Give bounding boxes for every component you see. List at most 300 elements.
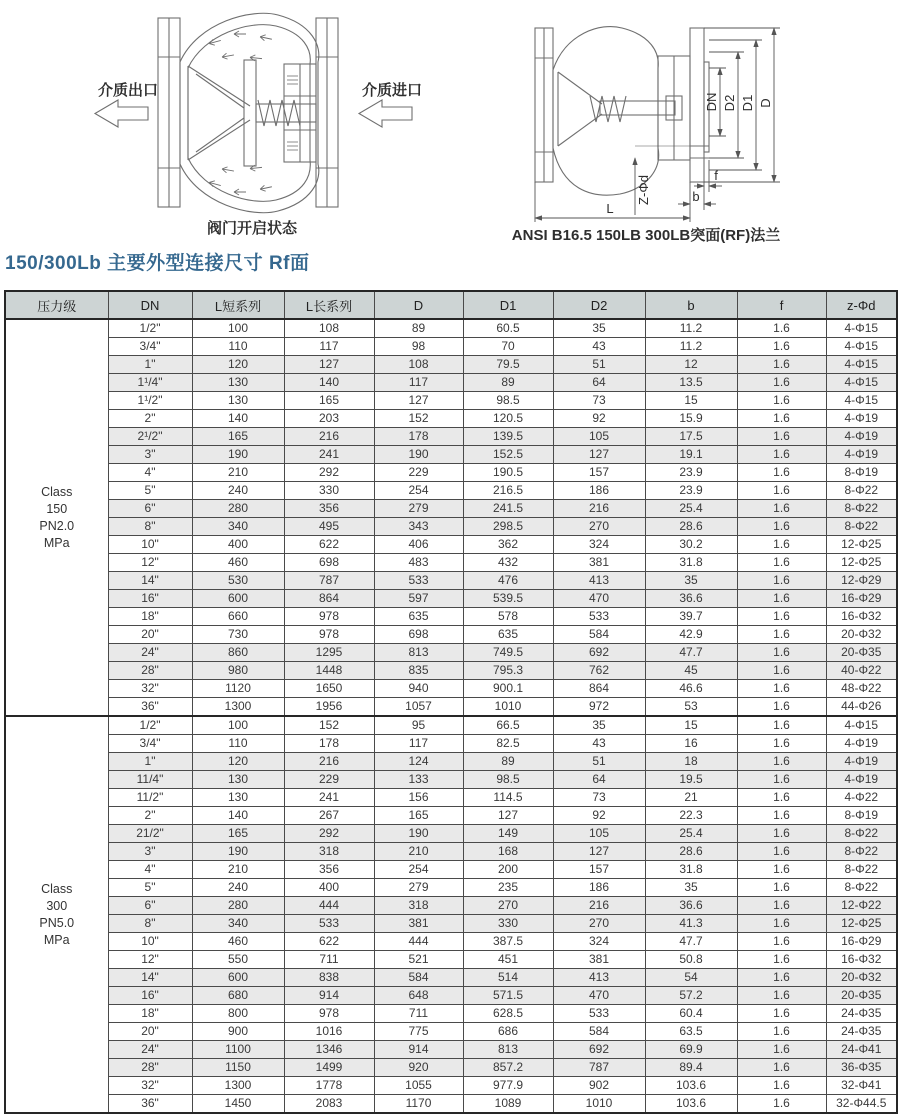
col-header-z-phi-d: z-Φd xyxy=(826,291,897,319)
table-row xyxy=(5,590,897,608)
table-cell: 1/2" xyxy=(108,716,192,735)
table-cell: 21/2" xyxy=(108,825,192,843)
table-cell: 980 xyxy=(192,662,284,680)
table-cell: 1.6 xyxy=(737,987,826,1005)
table-cell: 48-Φ22 xyxy=(826,680,897,698)
table-cell: 857.2 xyxy=(463,1059,553,1077)
table-cell: 24-Φ41 xyxy=(826,1041,897,1059)
table-cell: 25.4 xyxy=(645,500,737,518)
table-cell: 47.7 xyxy=(645,933,737,951)
table-cell: 8" xyxy=(108,915,192,933)
table-cell: 1010 xyxy=(463,698,553,717)
table-cell: 1" xyxy=(108,753,192,771)
table-cell: 1016 xyxy=(284,1023,374,1041)
table-cell: 550 xyxy=(192,951,284,969)
table-cell: 64 xyxy=(553,771,645,789)
table-row xyxy=(5,825,897,843)
table-cell: 381 xyxy=(553,951,645,969)
table-cell: 381 xyxy=(374,915,463,933)
table-cell: 140 xyxy=(192,807,284,825)
table-cell: 292 xyxy=(284,464,374,482)
table-cell: 584 xyxy=(553,1023,645,1041)
table-cell: 12" xyxy=(108,951,192,969)
table-row xyxy=(5,392,897,410)
table-row xyxy=(5,338,897,356)
table-cell: 51 xyxy=(553,753,645,771)
table-cell: 1.6 xyxy=(737,374,826,392)
table-cell: 216 xyxy=(553,897,645,915)
table-cell: 110 xyxy=(192,735,284,753)
table-cell: 635 xyxy=(374,608,463,626)
table-cell: 1¹/4" xyxy=(108,374,192,392)
table-cell: 533 xyxy=(284,915,374,933)
table-cell: 16-Φ32 xyxy=(826,951,897,969)
table-cell: 1.6 xyxy=(737,915,826,933)
table-cell: 36" xyxy=(108,698,192,717)
table-cell: 190 xyxy=(192,446,284,464)
table-cell: 330 xyxy=(463,915,553,933)
col-header-d1: D1 xyxy=(463,291,553,319)
table-cell: 1057 xyxy=(374,698,463,717)
table-cell: 460 xyxy=(192,554,284,572)
table-row xyxy=(5,753,897,771)
table-cell: 13.5 xyxy=(645,374,737,392)
table-cell: 711 xyxy=(374,1005,463,1023)
table-cell: 444 xyxy=(374,933,463,951)
table-cell: 11/4" xyxy=(108,771,192,789)
pressure-class-line: 300 xyxy=(46,898,68,913)
table-cell: 95 xyxy=(374,716,463,735)
table-cell: 70 xyxy=(463,338,553,356)
table-cell: 79.5 xyxy=(463,356,553,374)
table-cell: 140 xyxy=(192,410,284,428)
table-cell: 133 xyxy=(374,771,463,789)
table-cell: 190 xyxy=(374,446,463,464)
table-cell: 4-Φ22 xyxy=(826,789,897,807)
table-cell: 1.6 xyxy=(737,771,826,789)
table-cell: 20-Φ32 xyxy=(826,626,897,644)
table-cell: 1.6 xyxy=(737,608,826,626)
table-cell: 318 xyxy=(374,897,463,915)
table-cell: 190 xyxy=(374,825,463,843)
table-cell: 1.6 xyxy=(737,446,826,464)
table-cell: 597 xyxy=(374,590,463,608)
table-cell: 1448 xyxy=(284,662,374,680)
table-cell: 835 xyxy=(374,662,463,680)
table-cell: 178 xyxy=(284,735,374,753)
table-row xyxy=(5,356,897,374)
table-cell: 1.6 xyxy=(737,644,826,662)
table-cell: 539.5 xyxy=(463,590,553,608)
table-cell: 280 xyxy=(192,897,284,915)
table-cell: 20" xyxy=(108,626,192,644)
table-cell: 152.5 xyxy=(463,446,553,464)
table-row xyxy=(5,536,897,554)
table-cell: 749.5 xyxy=(463,644,553,662)
table-cell: 120 xyxy=(192,356,284,374)
table-cell: 1300 xyxy=(192,1077,284,1095)
table-cell: 30.2 xyxy=(645,536,737,554)
table-cell: 476 xyxy=(463,572,553,590)
table-cell: 1.6 xyxy=(737,572,826,590)
table-cell: 4-Φ19 xyxy=(826,735,897,753)
table-cell: 1089 xyxy=(463,1095,553,1114)
table-cell: 20-Φ32 xyxy=(826,969,897,987)
table-cell: 686 xyxy=(463,1023,553,1041)
table-row xyxy=(5,554,897,572)
table-cell: 600 xyxy=(192,590,284,608)
table-row xyxy=(5,969,897,987)
table-row xyxy=(5,410,897,428)
table-cell: 1.6 xyxy=(737,319,826,338)
valve-cone xyxy=(188,60,256,166)
table-cell: 130 xyxy=(192,374,284,392)
table-cell: 20" xyxy=(108,1023,192,1041)
table-cell: 711 xyxy=(284,951,374,969)
table-cell: 24" xyxy=(108,1041,192,1059)
table-cell: 168 xyxy=(463,843,553,861)
table-cell: 36.6 xyxy=(645,897,737,915)
table-cell: 8-Φ22 xyxy=(826,879,897,897)
dimension-table xyxy=(4,290,898,1114)
table-cell: 105 xyxy=(553,825,645,843)
table-cell: 1.6 xyxy=(737,879,826,897)
table-cell: 69.9 xyxy=(645,1041,737,1059)
table-cell: 100 xyxy=(192,716,284,735)
table-cell: 82.5 xyxy=(463,735,553,753)
table-row xyxy=(5,374,897,392)
table-cell: 914 xyxy=(374,1041,463,1059)
table-cell: 4-Φ19 xyxy=(826,446,897,464)
dim-label-l: L xyxy=(606,201,614,216)
table-cell: 628.5 xyxy=(463,1005,553,1023)
table-cell: 571.5 xyxy=(463,987,553,1005)
table-cell: 165 xyxy=(192,825,284,843)
table-cell: 530 xyxy=(192,572,284,590)
table-cell: 533 xyxy=(553,1005,645,1023)
pressure-class-line: PN5.0 xyxy=(39,915,75,930)
table-row xyxy=(5,1023,897,1041)
col-header-d: D xyxy=(374,291,463,319)
table-cell: 235 xyxy=(463,879,553,897)
table-cell: 32-Φ44.5 xyxy=(826,1095,897,1114)
table-cell: 4" xyxy=(108,861,192,879)
valve-body xyxy=(180,13,319,212)
table-cell: 42.9 xyxy=(645,626,737,644)
table-cell: 165 xyxy=(284,392,374,410)
table-cell: 5" xyxy=(108,482,192,500)
col-header-l-long: L长系列 xyxy=(284,291,374,319)
table-cell: 413 xyxy=(553,969,645,987)
table-cell: 117 xyxy=(284,338,374,356)
table-cell: 813 xyxy=(463,1041,553,1059)
table-cell: 63.5 xyxy=(645,1023,737,1041)
table-cell: 1.6 xyxy=(737,428,826,446)
table-cell: 18" xyxy=(108,1005,192,1023)
table-cell: 60.4 xyxy=(645,1005,737,1023)
dim-label-d: D xyxy=(758,98,773,108)
table-row xyxy=(5,861,897,879)
table-cell: 254 xyxy=(374,482,463,500)
table-cell: 1/2" xyxy=(108,319,192,338)
table-cell: 900.1 xyxy=(463,680,553,698)
table-cell: 117 xyxy=(374,374,463,392)
table-cell: 28" xyxy=(108,662,192,680)
table-cell: 400 xyxy=(192,536,284,554)
table-cell: 66.5 xyxy=(463,716,553,735)
table-row xyxy=(5,500,897,518)
table-cell: 521 xyxy=(374,951,463,969)
table-row xyxy=(5,897,897,915)
dim-label-z-phi-d: Z-Φd xyxy=(636,175,651,205)
table-cell: 356 xyxy=(284,500,374,518)
table-row xyxy=(5,1077,897,1095)
inlet-arrow-icon xyxy=(359,100,412,127)
table-cell: 1.6 xyxy=(737,680,826,698)
table-cell: 775 xyxy=(374,1023,463,1041)
table-cell: 1100 xyxy=(192,1041,284,1059)
table-cell: 1¹/2" xyxy=(108,392,192,410)
pressure-class-cell xyxy=(5,716,108,1113)
pressure-class-cell xyxy=(5,319,108,716)
right-drawing-caption: ANSI B16.5 150LB 300LB突面(RF)法兰 xyxy=(511,227,781,244)
table-cell: 3" xyxy=(108,843,192,861)
table-cell: 1.6 xyxy=(737,356,826,374)
table-cell: 1055 xyxy=(374,1077,463,1095)
table-cell: 1.6 xyxy=(737,843,826,861)
table-cell: 1295 xyxy=(284,644,374,662)
table-row xyxy=(5,464,897,482)
table-row xyxy=(5,1095,897,1114)
table-cell: 1499 xyxy=(284,1059,374,1077)
table-cell: 4-Φ19 xyxy=(826,428,897,446)
table-cell: 4-Φ15 xyxy=(826,374,897,392)
table-cell: 1.6 xyxy=(737,392,826,410)
table-cell: 130 xyxy=(192,392,284,410)
table-cell: 1.6 xyxy=(737,1077,826,1095)
table-cell: 698 xyxy=(374,626,463,644)
dim-label-f: f xyxy=(714,168,718,183)
left-drawing-caption: 阀门开启状态 xyxy=(206,220,298,237)
table-cell: 1.6 xyxy=(737,951,826,969)
table-cell: 1.6 xyxy=(737,410,826,428)
table-row xyxy=(5,626,897,644)
table-cell: 298.5 xyxy=(463,518,553,536)
table-row xyxy=(5,644,897,662)
table-cell: 400 xyxy=(284,879,374,897)
table-cell: 254 xyxy=(374,861,463,879)
table-cell: 108 xyxy=(374,356,463,374)
table-row xyxy=(5,951,897,969)
table-cell: 47.7 xyxy=(645,644,737,662)
table-cell: 1.6 xyxy=(737,933,826,951)
table-row xyxy=(5,789,897,807)
table-cell: 178 xyxy=(374,428,463,446)
table-cell: 900 xyxy=(192,1023,284,1041)
table-cell: 16-Φ32 xyxy=(826,608,897,626)
table-cell: 381 xyxy=(553,554,645,572)
table-cell: 1.6 xyxy=(737,482,826,500)
outlet-arrow-icon xyxy=(95,100,148,127)
valve-cross-section-drawing xyxy=(0,0,450,250)
table-cell: 813 xyxy=(374,644,463,662)
table-cell: 50.8 xyxy=(645,951,737,969)
table-cell: 1010 xyxy=(553,1095,645,1114)
table-cell: 1.6 xyxy=(737,1041,826,1059)
table-cell: 127 xyxy=(463,807,553,825)
col-header-d2: D2 xyxy=(553,291,645,319)
table-row xyxy=(5,771,897,789)
table-cell: 279 xyxy=(374,879,463,897)
table-cell: 98.5 xyxy=(463,392,553,410)
table-cell: 89 xyxy=(374,319,463,338)
table-cell: 648 xyxy=(374,987,463,1005)
table-cell: 292 xyxy=(284,825,374,843)
table-cell: 21 xyxy=(645,789,737,807)
table-cell: 54 xyxy=(645,969,737,987)
table-cell: 57.2 xyxy=(645,987,737,1005)
table-cell: 24-Φ35 xyxy=(826,1023,897,1041)
table-cell: 23.9 xyxy=(645,464,737,482)
table-cell: 16-Φ29 xyxy=(826,590,897,608)
table-cell: 406 xyxy=(374,536,463,554)
table-cell: 978 xyxy=(284,626,374,644)
table-cell: 18" xyxy=(108,608,192,626)
dimension-table-body xyxy=(5,319,897,1113)
table-cell: 318 xyxy=(284,843,374,861)
table-cell: 23.9 xyxy=(645,482,737,500)
table-cell: 533 xyxy=(374,572,463,590)
table-cell: 800 xyxy=(192,1005,284,1023)
table-cell: 40-Φ22 xyxy=(826,662,897,680)
table-cell: 216 xyxy=(553,500,645,518)
dim-label-b: b xyxy=(692,189,700,204)
table-cell: 51 xyxy=(553,356,645,374)
table-cell: 45 xyxy=(645,662,737,680)
table-cell: 4-Φ15 xyxy=(826,338,897,356)
table-cell: 451 xyxy=(463,951,553,969)
table-cell: 3/4" xyxy=(108,735,192,753)
table-cell: 340 xyxy=(192,518,284,536)
table-cell: 578 xyxy=(463,608,553,626)
table-cell: 692 xyxy=(553,644,645,662)
table-cell: 1.6 xyxy=(737,807,826,825)
table-cell: 1.6 xyxy=(737,1059,826,1077)
table-row xyxy=(5,843,897,861)
pressure-class-line: PN2.0 xyxy=(39,518,75,533)
table-cell: 584 xyxy=(374,969,463,987)
table-cell: 978 xyxy=(284,1005,374,1023)
table-cell: 12" xyxy=(108,554,192,572)
table-cell: 270 xyxy=(553,518,645,536)
table-cell: 210 xyxy=(192,861,284,879)
table-row xyxy=(5,319,897,338)
table-cell: 483 xyxy=(374,554,463,572)
table-cell: 43 xyxy=(553,735,645,753)
table-cell: 270 xyxy=(553,915,645,933)
table-cell: 105 xyxy=(553,428,645,446)
table-cell: 19.1 xyxy=(645,446,737,464)
table-cell: 977.9 xyxy=(463,1077,553,1095)
table-cell: 787 xyxy=(284,572,374,590)
table-cell: 12-Φ25 xyxy=(826,915,897,933)
table-cell: 241 xyxy=(284,446,374,464)
table-cell: 73 xyxy=(553,789,645,807)
table-cell: 1346 xyxy=(284,1041,374,1059)
table-cell: 8-Φ22 xyxy=(826,825,897,843)
table-cell: 1.6 xyxy=(737,1005,826,1023)
table-cell: 14" xyxy=(108,969,192,987)
table-cell: 2" xyxy=(108,807,192,825)
table-cell: 28.6 xyxy=(645,518,737,536)
table-cell: 60.5 xyxy=(463,319,553,338)
table-row xyxy=(5,428,897,446)
table-cell: 130 xyxy=(192,771,284,789)
table-cell: 1.6 xyxy=(737,1095,826,1114)
table-cell: 12 xyxy=(645,356,737,374)
table-cell: 229 xyxy=(284,771,374,789)
table-cell: 140 xyxy=(284,374,374,392)
table-cell: 635 xyxy=(463,626,553,644)
pressure-class-line: Class xyxy=(41,484,73,499)
table-cell: 12-Φ25 xyxy=(826,554,897,572)
table-cell: 152 xyxy=(284,716,374,735)
header-row xyxy=(5,291,897,319)
table-cell: 157 xyxy=(553,861,645,879)
table-cell: 31.8 xyxy=(645,554,737,572)
table-cell: 15 xyxy=(645,716,737,735)
table-cell: 43 xyxy=(553,338,645,356)
table-cell: 149 xyxy=(463,825,553,843)
table-cell: 130 xyxy=(192,789,284,807)
table-cell: 25.4 xyxy=(645,825,737,843)
table-cell: 680 xyxy=(192,987,284,1005)
page-title: 150/300Lb 主要外型连接尺寸 Rf面 xyxy=(5,253,310,274)
table-cell: 124 xyxy=(374,753,463,771)
inlet-label: 介质进口 xyxy=(361,82,423,99)
table-cell: 35 xyxy=(645,879,737,897)
table-cell: 210 xyxy=(192,464,284,482)
table-cell: 53 xyxy=(645,698,737,717)
table-cell: 17.5 xyxy=(645,428,737,446)
table-cell: 20-Φ35 xyxy=(826,644,897,662)
table-cell: 114.5 xyxy=(463,789,553,807)
table-cell: 343 xyxy=(374,518,463,536)
dim-label-d1: D1 xyxy=(740,94,755,112)
table-cell: 35 xyxy=(645,572,737,590)
table-cell: 203 xyxy=(284,410,374,428)
table-cell: 1170 xyxy=(374,1095,463,1114)
table-cell: 127 xyxy=(284,356,374,374)
table-cell: 24-Φ35 xyxy=(826,1005,897,1023)
table-cell: 10" xyxy=(108,933,192,951)
table-cell: 127 xyxy=(553,843,645,861)
table-cell: 18 xyxy=(645,753,737,771)
table-row xyxy=(5,933,897,951)
table-cell: 11.2 xyxy=(645,319,737,338)
table-cell: 920 xyxy=(374,1059,463,1077)
table-cell: 1.6 xyxy=(737,716,826,735)
table-cell: 5" xyxy=(108,879,192,897)
table-cell: 64 xyxy=(553,374,645,392)
table-row xyxy=(5,807,897,825)
table-row xyxy=(5,716,897,735)
table-row xyxy=(5,987,897,1005)
table-cell: 39.7 xyxy=(645,608,737,626)
table-cell: 35 xyxy=(553,716,645,735)
table-cell: 4-Φ19 xyxy=(826,753,897,771)
table-cell: 32-Φ41 xyxy=(826,1077,897,1095)
